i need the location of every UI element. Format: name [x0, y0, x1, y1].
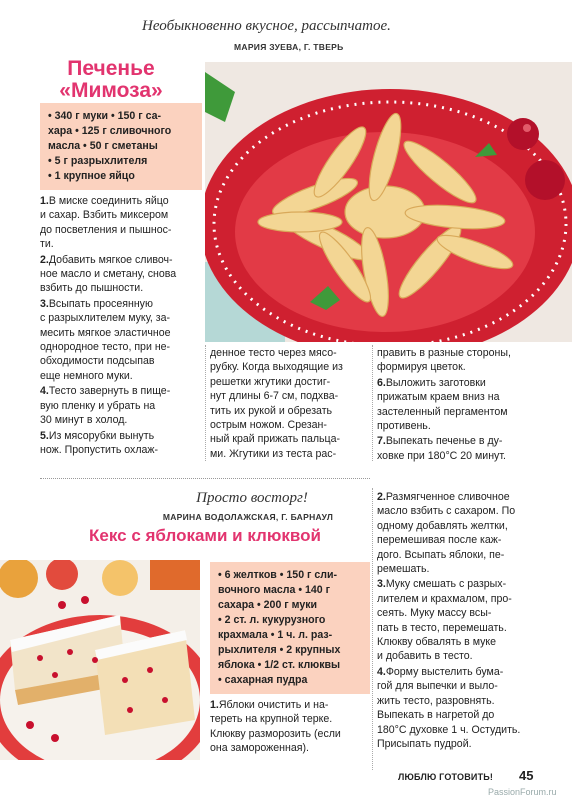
step-line: сеять. Муку массу всы-: [377, 607, 492, 620]
step-number: 2.: [40, 253, 49, 266]
ingredient-line: сахара • 200 г муки: [218, 599, 318, 611]
step-number: 4.: [377, 665, 386, 678]
recipe2-step-1: [210, 698, 370, 756]
step-line: пать в тесто, перемешать.: [377, 621, 507, 634]
recipe1-title-line2: «Мимоза»: [59, 79, 163, 102]
step-line: месить мягкое эластичное: [40, 326, 171, 339]
step-line: формируя цветок.: [377, 361, 466, 374]
step-line: однородное тесто, при не-: [40, 341, 171, 354]
step-number: 4.: [40, 385, 49, 398]
ingredient-line: • 340 г муки • 150 г са-: [48, 110, 162, 122]
step-line: с разрыхлителем муку, за-: [40, 312, 171, 325]
step-line: 30 минут в холод.: [40, 414, 128, 427]
step-line: нут длины 6-7 см, подхва-: [210, 390, 339, 403]
step-number: 5.: [40, 429, 49, 442]
magazine-name: ЛЮБЛЮ ГОТОВИТЬ!: [398, 772, 494, 782]
step-line: В миске соединить яйцо: [48, 195, 169, 207]
cake-illustration: [0, 560, 200, 760]
step-line: Клюкву обвалять в муке: [377, 636, 497, 649]
step-number: 3.: [377, 578, 386, 591]
step-line: денное тесто через мясо-: [210, 347, 337, 359]
page-number: 45: [519, 768, 534, 783]
step-line: Размягченное сливочное: [385, 491, 510, 503]
step-line: тить их рукой и обрезать: [210, 404, 333, 417]
step-line: Клюкву разморозить (если: [210, 727, 341, 740]
step-line: рубку. Когда выходящие из: [210, 361, 343, 374]
step-line: жить тесто, разровнять.: [377, 694, 495, 707]
recipe1-steps-column1: [40, 194, 200, 458]
recipe1-step-1: [40, 194, 200, 252]
recipe1-step-3: [40, 297, 200, 383]
ingredient-line: хара • 125 г сливочного: [48, 125, 172, 137]
step-line: решетки жгутики достиг-: [210, 375, 331, 388]
recipe1-step-4: [40, 384, 200, 427]
step-line: одному добавлять желтки,: [377, 519, 508, 532]
step-line: застеленный пергаментом: [377, 405, 508, 418]
step-line: Форму выстелить бума-: [385, 665, 504, 678]
recipe1-steps-column2: [210, 346, 370, 461]
watermark: PassionForum.ru: [488, 787, 557, 797]
step-line: Выпекать в нагретой до: [377, 709, 495, 722]
ingredient-line: яблока • 1/2 ст. клюквы: [218, 659, 341, 671]
recipe2-tagline: Просто восторг!: [196, 490, 308, 506]
step-line: 180°С духовке 1 ч. Остудить.: [377, 723, 521, 736]
step-line: нож. Пропустить охлаж-: [40, 443, 159, 456]
step-line: перемешивая после каж-: [377, 534, 502, 547]
mimosa-cookie-photo: [205, 62, 572, 342]
step-line: ное масло и сметану, снова: [40, 268, 177, 281]
recipe1-step-2: [40, 253, 200, 296]
ingredient-line: • 6 желтков • 150 г сли-: [218, 569, 338, 581]
step-line: обходимости подсыпав: [40, 355, 155, 368]
step-line: и сахар. Взбить миксером: [40, 209, 169, 222]
step-line: масло взбить с сахаром. По: [377, 505, 516, 518]
ingredient-line: • 5 г разрыхлителя: [48, 155, 148, 167]
step-line: Выпекать печенье в ду-: [385, 435, 503, 448]
recipe1-ingredients-box: [40, 103, 202, 190]
recipe1-tagline: Необыкновенно вкусное, рассыпчатое.: [142, 18, 391, 34]
step-line: лителем и крахмалом, про-: [377, 592, 512, 605]
step-number: 7.: [377, 435, 386, 448]
step-line: острым ножом. Срезан-: [210, 419, 327, 432]
recipe2-step-2: [377, 490, 549, 576]
ingredient-line: • 1 крупное яйцо: [48, 170, 135, 182]
column-divider: [205, 345, 206, 461]
ingredient-line: • сахарная пудра: [218, 674, 308, 686]
step-line: Из мясорубки вынуть: [48, 429, 155, 442]
step-line: править в разные стороны,: [377, 347, 511, 359]
step-number: 3.: [40, 297, 49, 310]
step-number: 6.: [377, 376, 386, 389]
step-line: ти.: [40, 238, 54, 251]
step-line: Муку смешать с разрых-: [385, 578, 507, 591]
step-line: вую пленку и убрать на: [40, 399, 156, 412]
section-divider: [40, 478, 370, 480]
mimosa-cookie-illustration: [205, 62, 572, 342]
recipe2-ingredients-box: [210, 562, 370, 694]
step-line: ми. Жгутики из теста рас-: [210, 447, 337, 460]
step-line: гой для выпечки и выло-: [377, 680, 498, 693]
recipe1-author: МАРИЯ ЗУЕВА, Г. ТВЕРЬ: [234, 42, 344, 52]
step-line: ховке при 180°С 20 минут.: [377, 449, 506, 462]
recipe1-step-5: [40, 429, 200, 458]
recipe2-author: МАРИНА ВОДОЛАЖСКАЯ, Г. БАРНАУЛ: [162, 512, 334, 522]
recipe1-title-line1: Печенье: [67, 57, 155, 80]
recipe1-step-5-cont: [377, 346, 547, 375]
ingredient-line: масла • 50 г сметаны: [48, 140, 158, 152]
step-line: противень.: [377, 420, 431, 433]
step-line: еще немного муки.: [40, 369, 133, 382]
recipe2-title: Кекс с яблоками и клюквой: [89, 526, 321, 545]
step-line: Выложить заготовки: [385, 376, 486, 389]
step-line: ный край прижать пальца-: [210, 433, 341, 446]
step-line: тереть на крупной терке.: [210, 713, 333, 726]
recipe1-step-6: [377, 376, 547, 434]
column-divider: [372, 488, 373, 770]
recipe2-step-3: [377, 577, 549, 663]
step-line: ремешать.: [377, 563, 430, 576]
ingredient-line: вочного масла • 140 г: [218, 584, 331, 596]
step-line: и добавить в тесто.: [377, 650, 473, 663]
column-divider: [372, 345, 373, 461]
step-line: дого. Всыпать яблоки, пе-: [377, 548, 505, 561]
ingredient-line: крахмала • 1 ч. л. раз-: [218, 629, 333, 641]
step-line: взбить до пышности.: [40, 282, 144, 295]
step-number: 1.: [210, 699, 219, 711]
recipe2-steps-right-column: [377, 490, 549, 752]
step-line: Тесто завернуть в пище-: [48, 385, 171, 398]
step-number: 1.: [40, 195, 49, 207]
recipe1-title: [46, 58, 176, 102]
step-number: 2.: [377, 491, 386, 503]
ingredient-line: • 2 ст. л. кукурузного: [218, 614, 326, 626]
recipe2-step-4: [377, 665, 549, 751]
step-line: Всыпать просеянную: [48, 297, 153, 310]
step-line: до посветления и пышнос-: [40, 223, 172, 236]
ingredient-line: рыхлителя • 2 крупных: [218, 644, 341, 656]
step-line: Добавить мягкое сливоч-: [48, 253, 173, 266]
step-line: Яблоки очистить и на-: [218, 699, 329, 711]
step-line: прижатым краем вниз на: [377, 391, 500, 404]
step-line: Присыпать пудрой.: [377, 737, 472, 750]
recipe1-steps-column3: [377, 346, 547, 464]
step-line: она замороженная).: [210, 742, 309, 755]
apple-cranberry-cake-photo: [0, 560, 200, 760]
recipe1-step-7: [377, 434, 547, 463]
